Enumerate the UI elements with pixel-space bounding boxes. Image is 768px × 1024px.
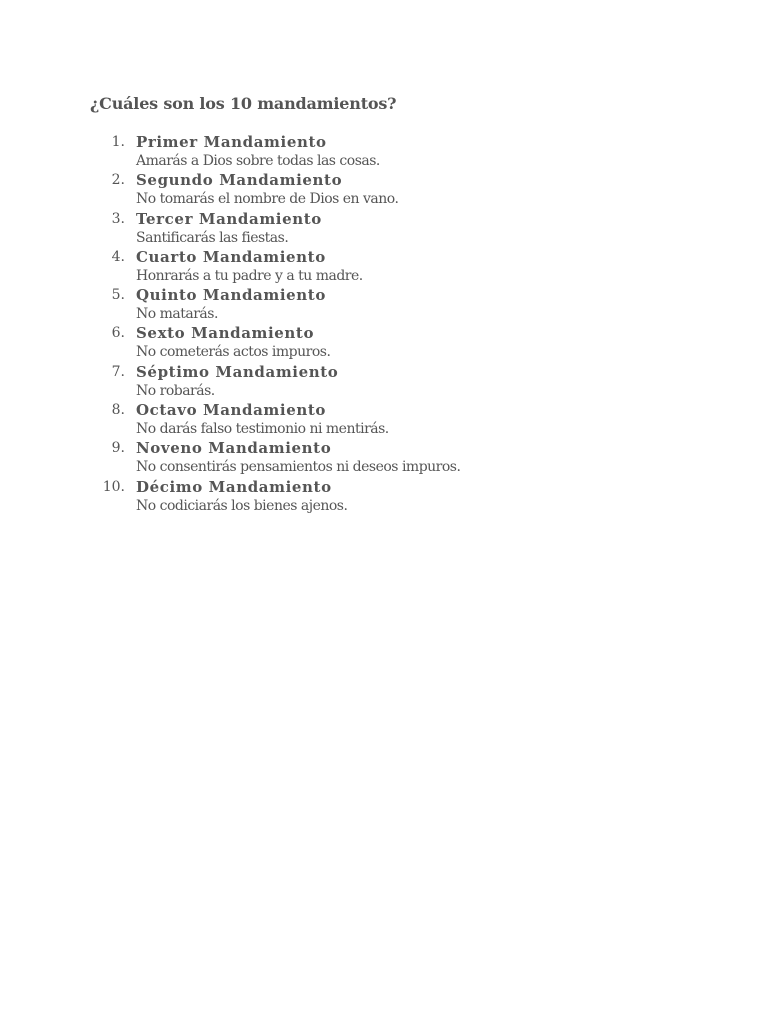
- list-item-heading: Segundo Mandamiento: [136, 171, 343, 190]
- list-item: [90, 438, 690, 476]
- list-item-description: Honrarás a tu padre y a tu madre.: [136, 267, 363, 284]
- list-item-description: No darás falso testimonio ni mentirás.: [136, 421, 389, 438]
- list-item: [90, 362, 690, 400]
- list-item-heading: Décimo Mandamiento: [136, 477, 332, 496]
- list-item-number: 2.: [111, 172, 125, 189]
- list-item-number: 3.: [111, 210, 125, 227]
- list-item: [90, 323, 690, 361]
- list-item-heading: Tercer Mandamiento: [136, 209, 322, 228]
- list-item-number: 10.: [102, 478, 125, 495]
- commandments-list: [90, 132, 690, 515]
- list-item: [90, 400, 690, 438]
- list-item-number: 9.: [111, 440, 125, 457]
- list-item-heading: Octavo Mandamiento: [136, 401, 326, 420]
- list-item-number: 8.: [111, 402, 125, 419]
- document-page: [90, 93, 690, 515]
- list-item-number: 5.: [111, 287, 125, 304]
- list-item: [90, 247, 690, 285]
- list-item-description: No cometerás actos impuros.: [136, 344, 331, 361]
- list-item-description: No consentirás pensamientos ni deseos impuros.: [136, 459, 461, 476]
- list-item-heading: Sexto Mandamiento: [136, 324, 315, 343]
- list-item-heading: Quinto Mandamiento: [136, 286, 326, 305]
- list-item: [90, 209, 690, 247]
- list-item-number: 6.: [111, 325, 125, 342]
- list-item-description: No robarás.: [136, 382, 215, 399]
- list-item-description: Amarás a Dios sobre todas las cosas.: [136, 153, 380, 169]
- list-item-heading: Cuarto Mandamiento: [136, 247, 326, 266]
- list-item-description: No tomarás el nombre de Dios en vano.: [136, 191, 399, 208]
- list-item: [90, 285, 690, 323]
- page-title: ¿Cuáles son los 10 mandamientos?: [90, 94, 397, 113]
- list-item-heading: Noveno Mandamiento: [136, 439, 332, 458]
- list-item: [90, 477, 690, 515]
- list-item-number: 1.: [111, 134, 125, 150]
- list-item-heading: Primer Mandamiento: [136, 133, 327, 151]
- list-item: [90, 132, 690, 170]
- list-item: [90, 170, 690, 208]
- list-item-description: Santificarás las fiestas.: [136, 229, 289, 246]
- list-item-number: 7.: [111, 363, 125, 380]
- list-item-description: No codiciarás los bienes ajenos.: [136, 497, 348, 514]
- list-item-description: No matarás.: [136, 306, 218, 323]
- list-item-heading: Séptimo Mandamiento: [136, 362, 339, 381]
- list-item-number: 4.: [111, 248, 125, 265]
